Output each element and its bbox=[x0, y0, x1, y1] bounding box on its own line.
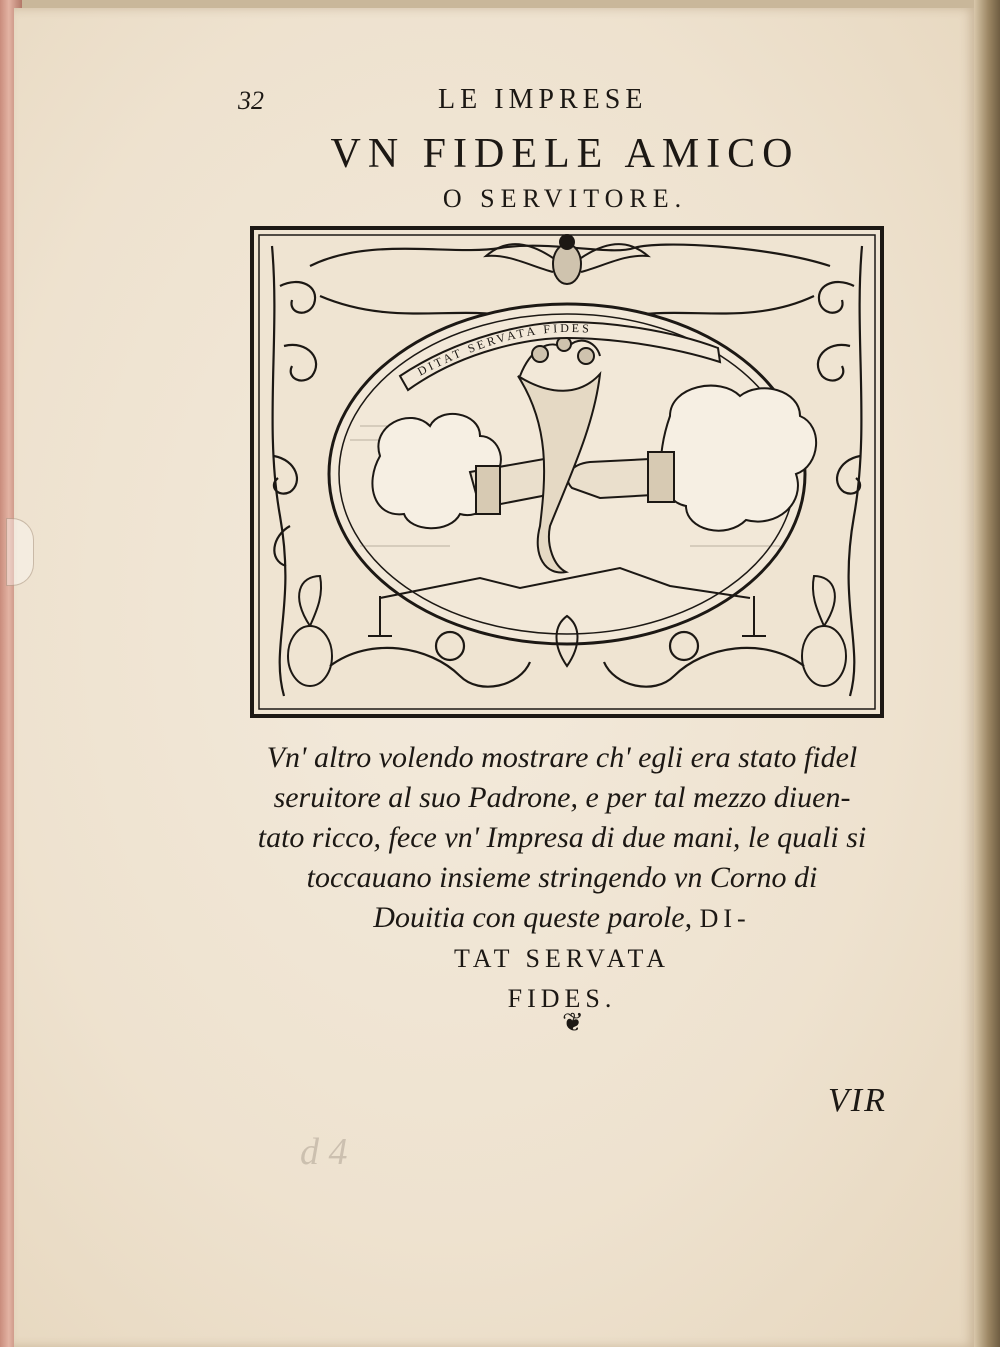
body-line: seruitore al suo Padrone, e per tal mezzo diuen- bbox=[273, 781, 851, 814]
body-line: Vn' altro volendo mostrare ch' egli era stato fidel bbox=[266, 741, 858, 774]
emblem-title: VN FIDELE AMICO bbox=[330, 131, 800, 177]
motto-caps-line: FIDES. bbox=[507, 984, 617, 1013]
page-number: 32 bbox=[238, 86, 264, 115]
running-head: LE IMPRESE bbox=[438, 84, 648, 115]
emblem-subtitle: O SERVITORE. bbox=[442, 184, 688, 213]
catchword: VIR bbox=[828, 1082, 887, 1119]
fleuron-ornament: ❦ bbox=[562, 1008, 584, 1037]
motto-caps-line: TAT SERVATA bbox=[453, 944, 671, 973]
page-tab-notch bbox=[6, 518, 34, 586]
body-line-text: Douitia con queste parole, bbox=[373, 901, 693, 934]
motto-caps: DI- bbox=[699, 904, 751, 933]
woodcut-illustration bbox=[250, 226, 884, 718]
body-line: tato ricco, fece vn' Impresa di due mani, le quali si bbox=[257, 821, 867, 854]
motto-text: DITAT SERVATA FIDES bbox=[415, 320, 593, 379]
pencil-signature-mark: d 4 bbox=[300, 1131, 348, 1173]
body-text bbox=[232, 738, 892, 1019]
body-line bbox=[232, 898, 892, 939]
body-line: toccauano insieme stringendo vn Corno di bbox=[306, 861, 818, 894]
